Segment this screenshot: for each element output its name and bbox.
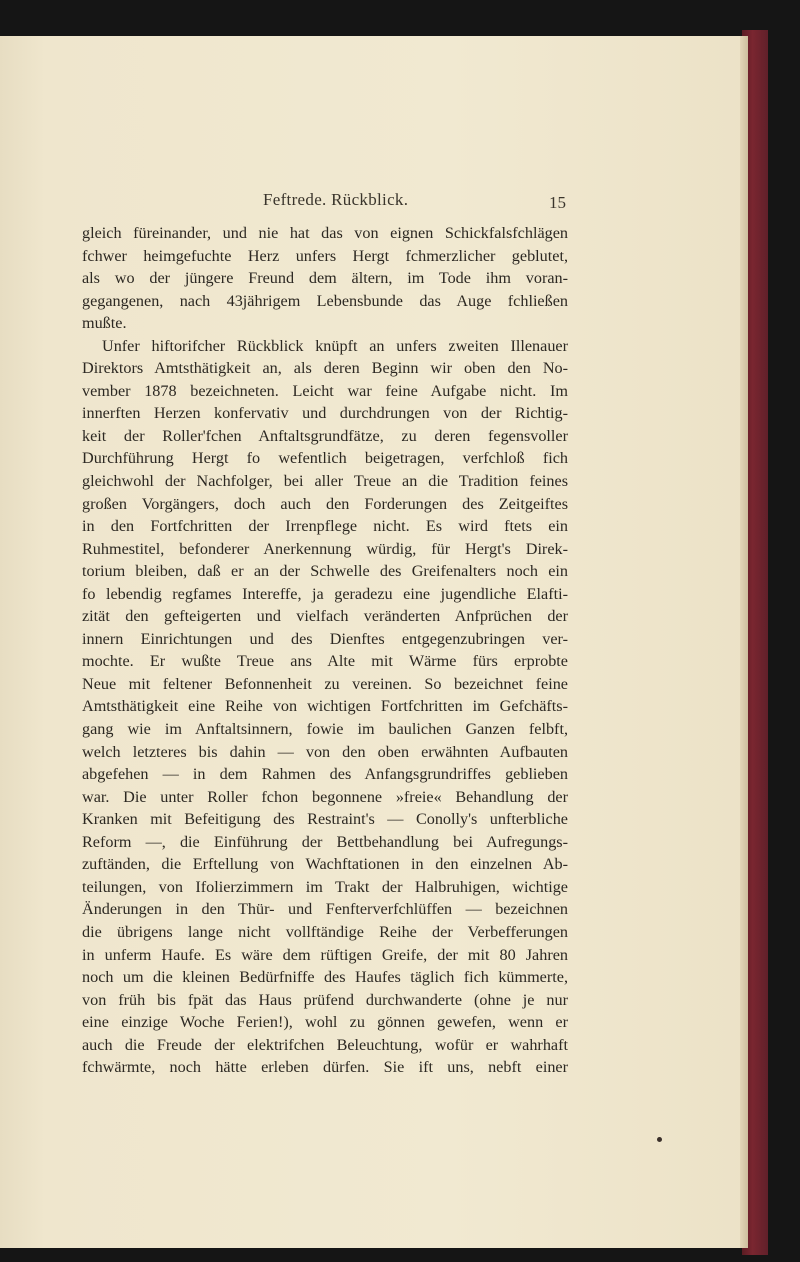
margin-mark [657, 1137, 662, 1142]
text-line: mochte. Er wußte Treue ans Alte mit Wärme fürs erprobte [82, 652, 568, 671]
text-line: gleichwohl der Nachfolger, bei aller Treue an die Tradition feines [82, 472, 568, 491]
text-line: von früh bis fpät das Haus prüfend durchwanderte (ohne je nur [82, 990, 568, 1009]
text-line: großen Vorgängers, doch auch den Forderungen des Zeitgeiftes [82, 494, 568, 513]
text-line: zität den gefteigerten und vielfach veränderten Anfprüchen der [82, 607, 568, 626]
text-line: innern Einrichtungen und des Dienftes entgegenzubringen ver- [82, 629, 568, 648]
text-line: welch letzteres bis dahin — von den oben erwähnten Aufbauten [82, 742, 568, 761]
text-line: Direktors Amtsthätigkeit an, als deren Beginn wir oben den No- [82, 359, 568, 378]
text-line: keit der Roller'fchen Anftaltsgrundfätze, zu deren fegensvoller [82, 426, 568, 445]
text-line: fchwärmte, noch hätte erleben dürfen. Sie ift uns, nebft einer [82, 1058, 568, 1077]
text-line: innerften Herzen konfervativ und durchdrungen von der Richtig- [82, 404, 568, 423]
text-line: vember 1878 bezeichneten. Leicht war feine Aufgabe nicht. Im [82, 381, 568, 400]
text-line: in den Fortfchritten der Irrenpflege nicht. Es wird ftets ein [82, 517, 568, 536]
text-line: zuftänden, die Erftellung von Wachftationen in den einzelnen Ab- [82, 855, 568, 874]
text-line: noch um die kleinen Bedürfniffe des Haufes täglich fich kümmerte, [82, 968, 568, 987]
text-line: Amtsthätigkeit eine Reihe von wichtigen Fortfchritten im Gefchäfts- [82, 697, 568, 716]
body-text [82, 222, 568, 1079]
text-line: als wo der jüngere Freund dem ältern, im Tode ihm voran- [82, 269, 568, 288]
text-line: Neue mit feltener Befonnenheit zu vereinen. So bezeichnet feine [82, 674, 568, 693]
running-title: Feftrede. Rückblick. [263, 190, 409, 209]
text-line: Reform —, die Einführung der Bettbehandlung bei Aufregungs- [82, 832, 568, 851]
text-line: Ruhmestitel, befonderer Anerkennung würdig, für Hergt's Direk- [82, 539, 568, 558]
page-number: 15 [549, 193, 566, 212]
text-line: Unfer hiftorifcher Rückblick knüpft an unfers zweiten Illenauer [102, 336, 568, 355]
text-line: mußte. [82, 314, 127, 333]
text-line: fchwer heimgefuchte Herz unfers Hergt fchmerzlicher geblutet, [82, 246, 568, 265]
text-line: Durchführung Hergt fo wefentlich beigetragen, verfchloß fich [82, 449, 568, 468]
text-line: teilungen, von Ifolierzimmern im Trakt der Halbruhigen, wichtige [82, 877, 568, 896]
text-line: gleich füreinander, und nie hat das von eignen Schickfalsfchlägen [82, 224, 568, 242]
text-line: gegangenen, nach 43jährigem Lebensbunde das Auge fchließen [82, 291, 568, 310]
running-head [0, 190, 748, 214]
text-line: eine einzige Woche Ferien!), wohl zu gönnen gewefen, wenn er [82, 1013, 568, 1032]
text-line: auch die Freude der elektrifchen Beleuchtung, wofür er wahrhaft [82, 1035, 568, 1054]
text-line: war. Die unter Roller fchon begonnene »freie« Behandlung der [82, 787, 568, 806]
page-edge [740, 36, 748, 1248]
text-line: Kranken mit Befeitigung des Restraint's — Conolly's unfterbliche [82, 810, 568, 829]
text-line: abgefehen — in dem Rahmen des Anfangsgrundriffes geblieben [82, 765, 568, 784]
text-line: fo lebendig regfames Intereffe, ja geradezu eine jugendliche Elafti- [82, 584, 568, 603]
text-line: Änderungen in den Thür- und Fenfterverfchlüffen — bezeichnen [82, 900, 568, 919]
text-line: die übrigens lange nicht vollftändige Reihe der Verbefferungen [82, 922, 568, 941]
text-line: torium bleiben, daß er an der Schwelle des Greifenalters noch ein [82, 562, 568, 581]
text-line: in unferm Haufe. Es wäre dem rüftigen Greife, der mit 80 Jahren [82, 945, 568, 964]
text-line: gang wie im Anftaltsinnern, fowie im baulichen Ganzen felbft, [82, 720, 568, 739]
